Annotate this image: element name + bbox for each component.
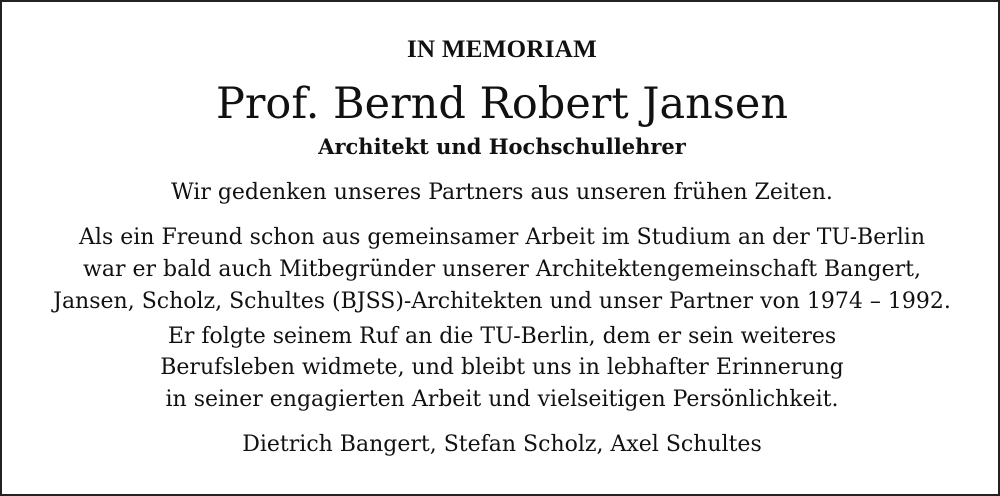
notice-heading: IN MEMORIAM (406, 36, 598, 63)
signatories: Dietrich Bangert, Stefan Scholz, Axel Schultes (242, 432, 762, 457)
deceased-name: Prof. Bernd Robert Jansen (215, 79, 789, 129)
paragraph-2-line-3: Jansen, Scholz, Schultes (BJSS)-Architekten und unser Partner von 1974 – 1992. (53, 289, 951, 314)
paragraph-3-line-3: in seiner engagierten Arbeit und vielseitigen Persönlichkeit. (165, 387, 839, 412)
paragraph-1-line-1: Wir gedenken unseres Partners aus unseren frühen Zeiten. (171, 180, 833, 205)
paragraph-3-line-2: Berufsleben widmete, und bleibt uns in lebhafter Erinnerung (160, 355, 844, 380)
paragraph-3-line-1: Er folgte seinem Ruf an die TU-Berlin, dem er sein weiteres (167, 324, 837, 349)
paragraph-2-line-1: Als ein Freund schon aus gemeinsamer Arbeit im Studium an der TU-Berlin (79, 225, 925, 250)
paragraph-2-line-2: war er bald auch Mitbegründer unserer Architektengemeinschaft Bangert, (83, 257, 921, 282)
deceased-role: Architekt und Hochschullehrer (318, 134, 686, 159)
